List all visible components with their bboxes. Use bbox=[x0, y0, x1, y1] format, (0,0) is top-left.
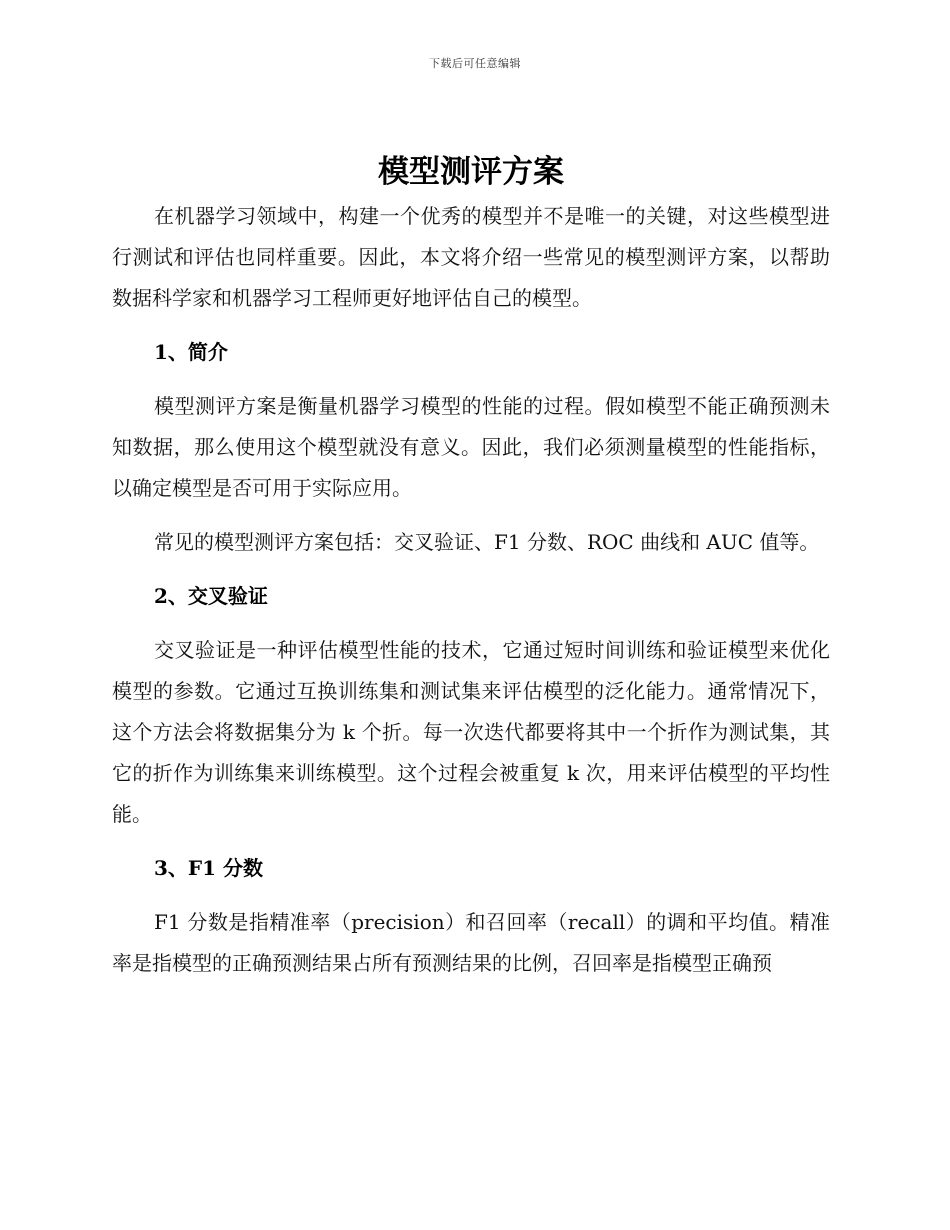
document-body bbox=[112, 150, 830, 984]
document-title: 模型测评方案 bbox=[378, 154, 564, 190]
section-f1-score-paragraph: F1 分数是指精准率（precision）和召回率（recall）的调和平均值。精准率是指模型的正确预测结果占所有预测结果的比例，召回率是指模型正确预 bbox=[112, 910, 830, 975]
section-heading-cross-validation: 2、交叉验证 bbox=[154, 584, 268, 608]
section-heading-intro: 1、简介 bbox=[154, 340, 228, 364]
section-intro-paragraph-2: 常见的模型测评方案包括：交叉验证、F1 分数、ROC 曲线和 AUC 值等。 bbox=[154, 530, 820, 554]
page-header-note: 下载后可任意编辑 bbox=[429, 57, 521, 70]
section-heading-f1-score: 3、F1 分数 bbox=[154, 856, 263, 880]
intro-paragraph: 在机器学习领域中，构建一个优秀的模型并不是唯一的关键，对这些模型进行测试和评估也同样重要。因此，本文将介绍一些常见的模型测评方案，以帮助数据科学家和机器学习工程师更好地评估自己的模型。 bbox=[112, 204, 830, 310]
section-cross-validation-paragraph: 交叉验证是一种评估模型性能的技术，它通过短时间训练和验证模型来优化模型的参数。它通过互换训练集和测试集来评估模型的泛化能力。通常情况下，这个方法会将数据集分为 k 个折。每一次迭代都要将其中一个折作为测试集，其它的折作为训练集来训练模型。这个过程会被重复 k 次，用来评估模型的平均性能。 bbox=[112, 638, 830, 826]
section-intro-paragraph-1: 模型测评方案是衡量机器学习模型的性能的过程。假如模型不能正确预测未知数据，那么使用这个模型就没有意义。因此，我们必须测量模型的性能指标，以确定模型是否可用于实际应用。 bbox=[112, 394, 830, 500]
